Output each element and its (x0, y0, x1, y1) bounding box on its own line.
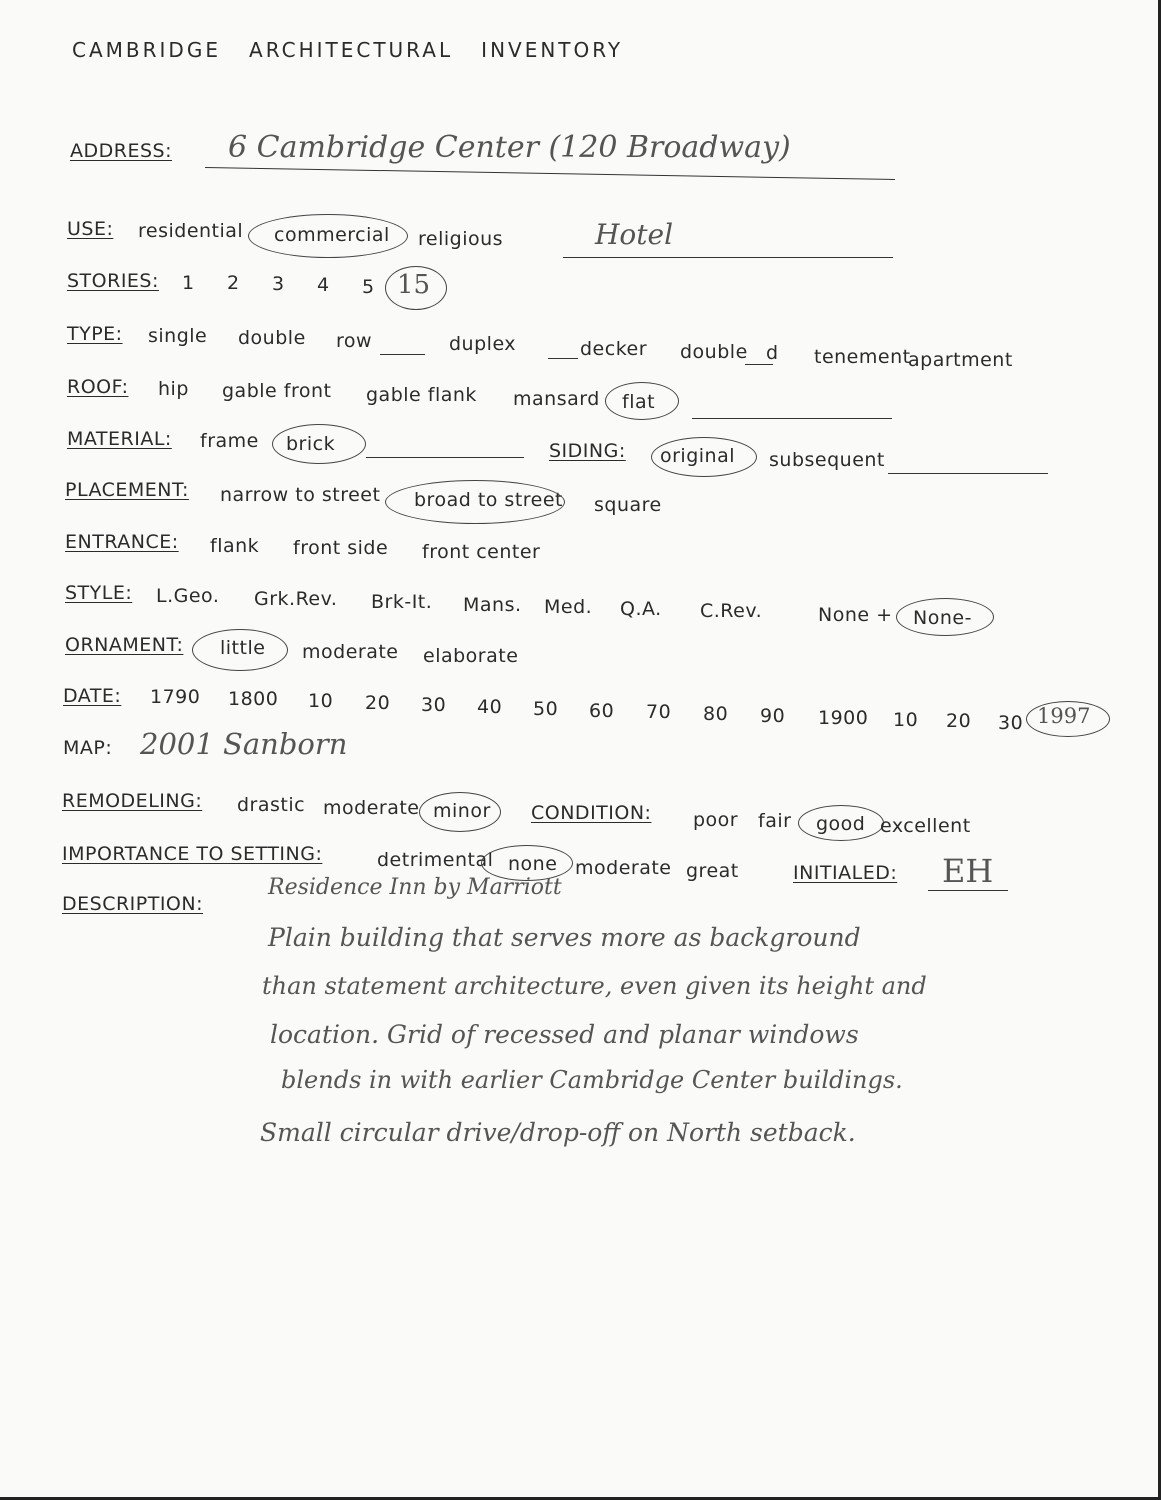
initialed-label: INITIALED: (793, 862, 898, 884)
siding-option-original: original (660, 445, 736, 467)
type-row-blank (380, 354, 425, 355)
remodeling-option-drastic: drastic (237, 794, 306, 816)
remodeling-option-minor: minor (433, 800, 491, 822)
type-decker-blank (548, 358, 578, 359)
ornament-option-elaborate: elaborate (423, 645, 519, 667)
style-selection-circle (896, 598, 994, 636)
address-label: ADDRESS: (70, 140, 172, 162)
date-option-50: 50 (533, 698, 559, 720)
date-option-1900: 1900 (818, 707, 869, 729)
date-option-1920: 20 (946, 710, 972, 732)
date-option-30: 30 (421, 694, 447, 716)
siding-option-subsequent: subsequent (769, 449, 885, 471)
style-option-crev: C.Rev. (700, 600, 763, 622)
condition-option-poor: poor (693, 809, 739, 831)
use-option-residential: residential (138, 220, 244, 242)
condition-option-fair: fair (758, 810, 792, 832)
ornament-option-little: little (220, 637, 266, 659)
date-option-10: 10 (308, 690, 334, 712)
date-option-1800: 1800 (228, 688, 279, 710)
date-option-70: 70 (646, 701, 672, 723)
importance-option-great: great (686, 860, 739, 882)
roof-option-gable-front: gable front (222, 380, 332, 402)
initialed-line (928, 890, 1008, 891)
style-option-lgeo: L.Geo. (156, 585, 220, 607)
siding-other-line (888, 473, 1048, 474)
use-label: USE: (67, 218, 114, 240)
ornament-selection-circle (192, 629, 288, 671)
date-option-80: 80 (703, 703, 729, 725)
type-option-row: row (336, 330, 373, 352)
importance-option-detrimental: detrimental (377, 849, 494, 871)
entrance-option-flank: flank (210, 535, 260, 557)
roof-selection-circle (605, 382, 679, 420)
use-option-religious: religious (418, 228, 504, 250)
siding-label: SIDING: (549, 440, 626, 462)
style-label: STYLE: (65, 582, 133, 604)
placement-selection-circle (385, 480, 565, 524)
description-label: DESCRIPTION: (62, 893, 204, 915)
style-option-med: Med. (544, 596, 593, 618)
date-option-60: 60 (589, 700, 615, 722)
style-option-brkit: Brk-It. (371, 591, 433, 613)
style-option-qa: Q.A. (620, 598, 662, 620)
date-option-20: 20 (365, 692, 391, 714)
date-option-1930: 30 (998, 712, 1024, 734)
roof-option-flat: flat (622, 391, 656, 413)
date-selection-circle (1026, 701, 1110, 737)
type-option-decker: decker (580, 338, 648, 360)
date-option-1790: 1790 (150, 686, 201, 708)
initialed-value: EH (942, 852, 994, 890)
condition-label: CONDITION: (531, 802, 652, 824)
type-option-double: double (238, 327, 306, 349)
importance-label: IMPORTANCE TO SETTING: (62, 843, 323, 865)
remodeling-selection-circle (419, 792, 501, 832)
type-option-d: d (766, 342, 779, 364)
style-option-none-minus: None- (913, 607, 972, 629)
stories-option-4: 4 (317, 274, 330, 296)
type-label: TYPE: (67, 323, 123, 345)
map-value: 2001 Sanborn (140, 727, 348, 761)
type-double-blank (745, 364, 773, 365)
address-value: 6 Cambridge Center (120 Broadway) (228, 130, 791, 165)
material-option-brick: brick (286, 433, 336, 455)
stories-option-1: 1 (182, 272, 195, 294)
type-option-tenement: tenement (814, 346, 911, 368)
date-selected: 1997 (1037, 704, 1091, 728)
condition-option-good: good (816, 813, 866, 835)
placement-option-narrow: narrow to street (220, 484, 381, 506)
roof-option-gable-flank: gable flank (366, 384, 477, 406)
ornament-label: ORNAMENT: (65, 634, 184, 656)
description-line-6: Small circular drive/drop-off on North setback. (260, 1118, 856, 1147)
placement-option-broad: broad to street (414, 489, 564, 511)
description-line-1: Residence Inn by Marriott (268, 875, 562, 900)
use-other-line (563, 257, 893, 258)
type-option-duplex: duplex (449, 333, 517, 355)
date-option-1910: 10 (893, 709, 919, 731)
description-line-2: Plain building that serves more as background (268, 923, 861, 952)
entrance-label: ENTRANCE: (65, 531, 179, 553)
condition-option-excellent: excellent (880, 815, 971, 837)
use-option-commercial: commercial (274, 224, 390, 246)
siding-selection-circle (651, 437, 757, 477)
entrance-option-front-center: front center (422, 541, 541, 563)
condition-selection-circle (798, 805, 884, 841)
use-other-value: Hotel (595, 218, 674, 251)
type-option-double-decker: double (680, 341, 748, 363)
roof-other-line (692, 418, 892, 419)
stories-label: STORIES: (67, 270, 159, 292)
description-line-5: blends in with earlier Cambridge Center buildings. (281, 1066, 903, 1094)
description-line-3: than statement architecture, even given its height and (262, 972, 927, 1000)
remodeling-option-moderate: moderate (323, 797, 420, 819)
description-line-4: location. Grid of recessed and planar windows (270, 1020, 859, 1049)
stories-option-3: 3 (272, 273, 285, 295)
roof-option-mansard: mansard (513, 388, 600, 410)
material-label: MATERIAL: (67, 428, 172, 450)
use-selection-circle (248, 214, 408, 258)
type-option-apartment: apartment (908, 349, 1013, 371)
stories-option-5: 5 (362, 276, 375, 298)
material-other-line (366, 457, 524, 458)
style-option-grkrev: Grk.Rev. (254, 588, 338, 610)
date-label: DATE: (63, 685, 122, 707)
remodeling-label: REMODELING: (62, 790, 203, 812)
ornament-option-moderate: moderate (302, 641, 399, 663)
date-option-90: 90 (760, 705, 786, 727)
form-title: CAMBRIDGE ARCHITECTURAL INVENTORY (72, 38, 624, 62)
style-option-none-plus: None + (818, 604, 893, 626)
map-label: MAP: (63, 737, 113, 759)
placement-option-square: square (594, 494, 662, 516)
importance-option-none: none (508, 853, 558, 875)
style-option-mans: Mans. (463, 594, 522, 616)
roof-option-hip: hip (158, 378, 189, 400)
roof-label: ROOF: (67, 376, 129, 398)
placement-label: PLACEMENT: (65, 479, 189, 501)
entrance-option-front-side: front side (293, 537, 389, 559)
stories-selection-circle (385, 266, 447, 310)
stories-option-2: 2 (227, 272, 240, 294)
date-option-40: 40 (477, 696, 503, 718)
material-selection-circle (272, 424, 366, 464)
stories-selected: 15 (397, 270, 431, 300)
type-option-single: single (148, 325, 208, 347)
material-option-frame: frame (200, 430, 259, 452)
importance-option-moderate: moderate (575, 857, 672, 879)
